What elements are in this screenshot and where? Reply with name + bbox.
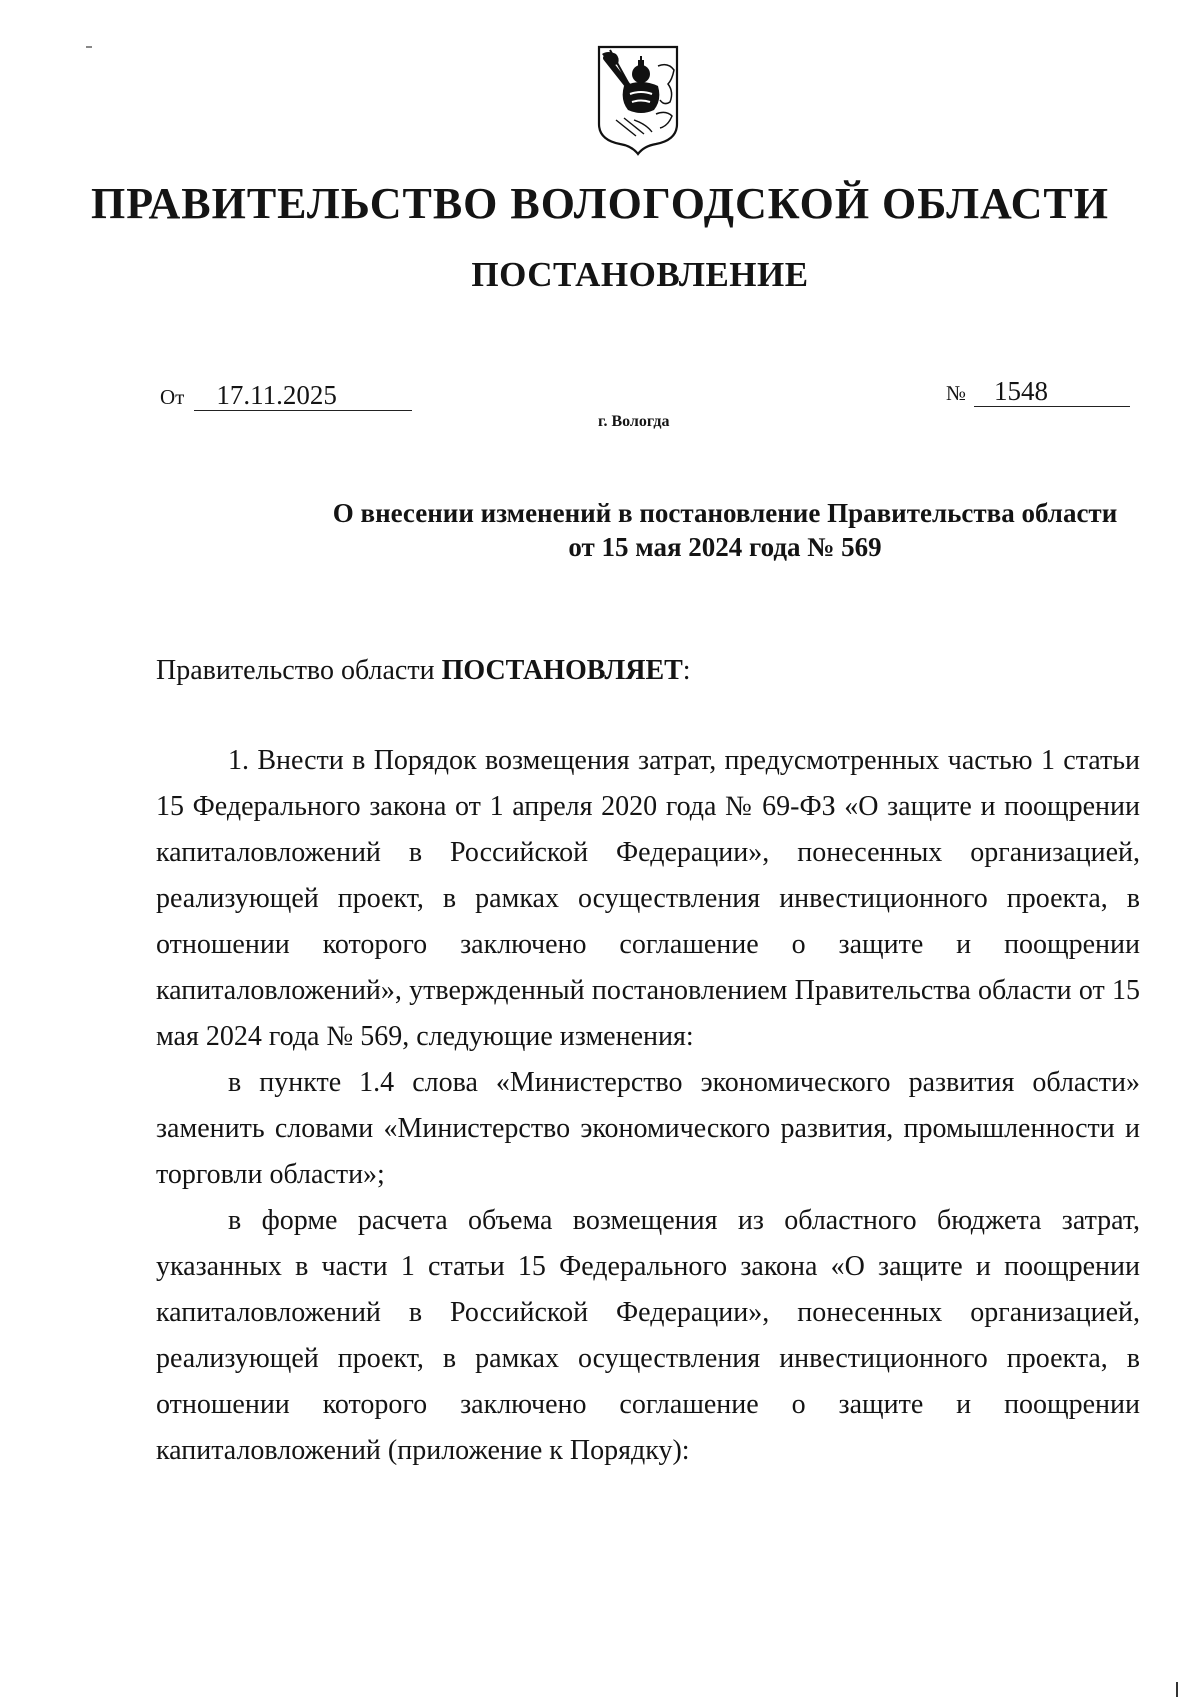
date-block	[160, 380, 412, 411]
preamble-keyword: ПОСТАНОВЛЯЕТ	[441, 655, 683, 686]
preamble-suffix: :	[682, 655, 691, 686]
document-date: 17.11.2025	[194, 380, 412, 411]
document-subject	[160, 496, 1200, 564]
vologda-coat-of-arms-icon	[596, 44, 680, 156]
date-prefix: От	[160, 385, 185, 409]
paragraph-3: в форме расчета объема возмещения из областного бюджета затрат, указанных в части 1 статьи 15 Федерального закона «О защите и поощрении капиталовложений в Российской Федерации», понесенных организацией, реализующей проект, в рамках осуществления инвестиционного проекта, в отношении которого заключено соглашение о защите и поощрении капиталовложений (приложение к Порядку):	[156, 1205, 1140, 1466]
issue-city: г. Вологда	[598, 413, 670, 430]
preamble-text: Правительство области	[156, 655, 442, 686]
preamble	[156, 654, 691, 688]
subject-line-2: от 15 мая 2024 года № 569	[568, 532, 882, 562]
number-prefix: №	[946, 381, 967, 405]
paragraph-1: 1. Внести в Порядок возмещения затрат, предусмотренных частью 1 статьи 15 Федерального закона от 1 апреля 2020 года № 69-ФЗ «О защите и поощрении капиталовложений в Российской Федерации», понесенных организацией, реализующей проект, в рамках осуществления инвестиционного проекта, в отношении которого заключено соглашение о защите и поощрении капиталовложений», утвержденный постановлением Правительства области от 15 мая 2024 года № 569, следующие изменения:	[156, 745, 1140, 1052]
document-number: 1548	[974, 376, 1130, 407]
scan-edge-mark	[1176, 1682, 1178, 1697]
number-block	[946, 376, 1130, 407]
scan-artifact	[86, 46, 92, 48]
document-type: ПОСТАНОВЛЕНИЕ	[471, 255, 809, 294]
government-title: ПРАВИТЕЛЬСТВО ВОЛОГОДСКОЙ ОБЛАСТИ	[91, 179, 1109, 228]
paragraph-2: в пункте 1.4 слова «Министерство экономического развития области» заменить словами «Министерство экономического развития, промышленности и торговли области»;	[156, 1067, 1140, 1190]
subject-line-1: О внесении изменений в постановление Правительства области	[332, 498, 1118, 528]
document-body	[156, 738, 1140, 1474]
